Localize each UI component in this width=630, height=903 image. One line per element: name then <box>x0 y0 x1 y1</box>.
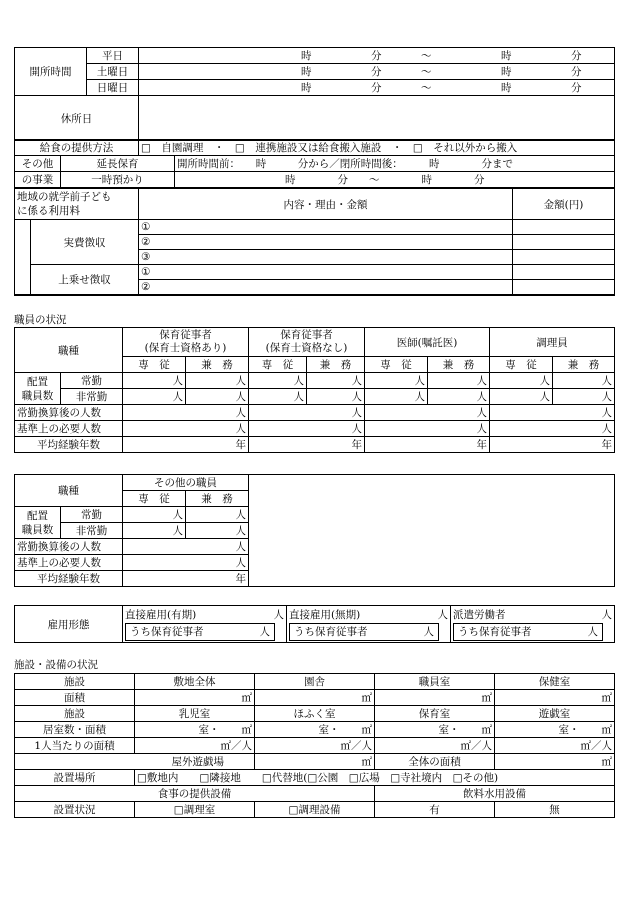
blank-area <box>249 475 615 587</box>
cooking-equipment-checkbox[interactable]: □調理設備 <box>255 802 375 818</box>
part-time-header: 兼 務 <box>553 357 615 373</box>
extra-amount-1[interactable] <box>513 265 615 280</box>
cell[interactable]: 人 <box>307 373 365 389</box>
location-options[interactable]: □敷地内 □隣接地 □代替地(□公園 □広場 □寺社境内 □その他) <box>135 770 615 786</box>
cell[interactable]: 人 <box>490 405 615 421</box>
water-equipment-header: 飲料水用設備 <box>375 786 615 802</box>
hours-table <box>14 47 615 141</box>
actual-item-3[interactable]: ③ <box>139 250 513 265</box>
cat-other-staff: その他の職員 <box>123 475 249 491</box>
weekday-hours[interactable]: 時 分 ～ 時 分 <box>139 48 615 64</box>
facility-label: 施設 <box>15 706 135 722</box>
cell[interactable]: ㎡ <box>495 690 615 706</box>
cell[interactable]: 人 <box>123 421 249 437</box>
cell[interactable]: 人 <box>123 405 249 421</box>
meal-method-label: 給食の提供方法 <box>15 140 139 156</box>
meal-method-options[interactable]: □ 自園調理 ・ □ 連携施設又は給食搬入施設 ・ □ それ以外から搬入 <box>139 140 615 156</box>
cell[interactable]: 人 <box>186 507 249 523</box>
cell[interactable]: ㎡ <box>255 754 375 770</box>
fees-amount-header: 金額(円) <box>513 189 615 220</box>
cell[interactable]: ㎡／人 <box>135 738 255 754</box>
cell[interactable]: ㎡／人 <box>375 738 495 754</box>
cell[interactable]: 人 <box>123 389 186 405</box>
cat-unqualified: 保育従事者 (保育士資格なし) <box>249 328 365 357</box>
actual-amount-3[interactable] <box>513 250 615 265</box>
cell[interactable]: 室・ ㎡ <box>135 722 255 738</box>
total-area-label: 全体の面積 <box>375 754 495 770</box>
cell[interactable]: 人 <box>365 373 428 389</box>
part-time-header: 兼 務 <box>186 357 249 373</box>
avg-years-label: 平均経験年数 <box>15 571 123 587</box>
regular-label: 常勤 <box>61 507 123 523</box>
cell[interactable]: 年 <box>490 437 615 453</box>
fees-content-header: 内容・理由・金額 <box>139 189 513 220</box>
opening-hours-label: 開所時間 <box>15 48 87 96</box>
sunday-hours[interactable]: 時 分 ～ 時 分 <box>139 80 615 96</box>
facility-table <box>14 673 615 818</box>
part-time-header: 兼 務 <box>307 357 365 373</box>
cell[interactable]: ㎡／人 <box>495 738 615 754</box>
job-type-label: 職種 <box>15 328 123 373</box>
cell[interactable]: 人 <box>490 421 615 437</box>
full-time-header: 専 従 <box>123 357 186 373</box>
meals-table <box>14 139 615 156</box>
cell[interactable]: 人 <box>249 405 365 421</box>
cell[interactable]: 室・ ㎡ <box>495 722 615 738</box>
play-room-header: 遊戯室 <box>495 706 615 722</box>
cell[interactable]: 人 <box>123 523 186 539</box>
kitchen-checkbox[interactable]: □調理室 <box>135 802 255 818</box>
cell[interactable]: 人 <box>365 421 490 437</box>
actual-item-1[interactable]: ① <box>139 220 513 235</box>
water-yes-option[interactable]: 有 <box>375 802 495 818</box>
saturday-label: 土曜日 <box>87 64 139 80</box>
infant-room-header: 乳児室 <box>135 706 255 722</box>
fees-label: 地域の就学前子ども に係る利用料 <box>15 189 139 220</box>
closed-days-field[interactable] <box>139 96 615 141</box>
cell[interactable]: 室・ ㎡ <box>375 722 495 738</box>
cell[interactable]: ㎡／人 <box>255 738 375 754</box>
actual-amount-2[interactable] <box>513 235 615 250</box>
per-person-label: 1人当たりの面積 <box>15 738 135 754</box>
cell[interactable]: 人 <box>123 539 249 555</box>
extra-item-2[interactable]: ② <box>139 280 513 296</box>
other-label-2: の事業 <box>15 172 61 188</box>
building-header: 園舎 <box>255 674 375 690</box>
avg-years-label: 平均経験年数 <box>15 437 123 453</box>
actual-item-2[interactable]: ② <box>139 235 513 250</box>
cell[interactable]: 人 <box>123 373 186 389</box>
part-time-header: 兼 務 <box>186 491 249 507</box>
cell[interactable]: ㎡ <box>135 690 255 706</box>
actual-amount-1[interactable] <box>513 220 615 235</box>
outdoor-play-label: 屋外遊戯場 <box>15 754 255 770</box>
cell[interactable]: 年 <box>365 437 490 453</box>
staff-room-header: 職員室 <box>375 674 495 690</box>
other-label-1: その他 <box>15 156 61 172</box>
required-count-label: 基準上の必要人数 <box>15 555 123 571</box>
cell[interactable]: 人 <box>186 389 249 405</box>
job-type-label: 職種 <box>15 475 123 507</box>
cell[interactable]: 人 <box>123 555 249 571</box>
cell[interactable]: 人 <box>249 421 365 437</box>
cell[interactable]: 人 <box>428 389 490 405</box>
cell[interactable]: 年 <box>123 437 249 453</box>
cell[interactable]: 人 <box>553 373 615 389</box>
employment-table <box>14 605 615 643</box>
nonregular-label: 非常勤 <box>61 389 123 405</box>
cat-cook: 調理員 <box>490 328 615 357</box>
cell[interactable]: 人 <box>553 389 615 405</box>
regular-label: 常勤 <box>61 373 123 389</box>
cell[interactable]: 人 <box>490 373 553 389</box>
facility-section-title: 施設・設備の状況 <box>14 659 98 671</box>
cell[interactable]: 人 <box>365 405 490 421</box>
converted-count-label: 常勤換算後の人数 <box>15 539 123 555</box>
weekday-label: 平日 <box>87 48 139 64</box>
cell[interactable]: 人 <box>307 389 365 405</box>
cell[interactable]: 人 <box>249 373 307 389</box>
converted-count-label: 常勤換算後の人数 <box>15 405 123 421</box>
cat-doctor: 医師(嘱託医) <box>365 328 490 357</box>
cat-qualified: 保育従事者 (保育士資格あり) <box>123 328 249 357</box>
full-time-header: 専 従 <box>123 491 186 507</box>
site-header: 敷地全体 <box>135 674 255 690</box>
temp-care-label: 一時預かり <box>61 172 175 188</box>
cell[interactable]: ㎡ <box>255 690 375 706</box>
status-label: 設置状況 <box>15 802 135 818</box>
employment-indefinite[interactable]: 直接雇用(無期) 人 うち保育従事者 人 <box>287 606 451 643</box>
crawl-room-header: ほふく室 <box>255 706 375 722</box>
staff-section-title: 職員の状況 <box>14 314 67 326</box>
full-time-header: 専 従 <box>365 357 428 373</box>
nonregular-label: 非常勤 <box>61 523 123 539</box>
extra-item-1[interactable]: ① <box>139 265 513 280</box>
cell[interactable]: 人 <box>123 507 186 523</box>
cell[interactable]: 人 <box>490 389 553 405</box>
temp-care-hours[interactable]: 時 分 ～ 時 分 <box>175 172 615 188</box>
cell[interactable]: 年 <box>249 437 365 453</box>
cell[interactable]: 年 <box>123 571 249 587</box>
extended-care-label: 延長保育 <box>61 156 175 172</box>
other-services-table <box>14 155 615 188</box>
assigned-staff-label: 配置 職員数 <box>15 373 61 405</box>
extra-cost-label: 上乗せ徴収 <box>31 265 139 296</box>
nursery-room-header: 保育室 <box>375 706 495 722</box>
employment-dispatched[interactable]: 派遣労働者 人 うち保育従事者 人 <box>451 606 615 643</box>
required-count-label: 基準上の必要人数 <box>15 421 123 437</box>
saturday-hours[interactable]: 時 分 ～ 時 分 <box>139 64 615 80</box>
employment-fixed[interactable]: 直接雇用(有期) 人 うち保育従事者 人 <box>123 606 287 643</box>
location-label: 設置場所 <box>15 770 135 786</box>
full-time-header: 専 従 <box>249 357 307 373</box>
meal-equipment-header: 食事の提供設備 <box>15 786 375 802</box>
actual-cost-label: 実費徴収 <box>31 220 139 265</box>
cell[interactable]: ㎡ <box>375 690 495 706</box>
fees-table <box>14 188 615 296</box>
employment-type-label: 雇用形態 <box>15 606 123 643</box>
full-time-header: 専 従 <box>490 357 553 373</box>
staff-table-1 <box>14 327 615 453</box>
rooms-area-label: 居室数・面積 <box>15 722 135 738</box>
sunday-label: 日曜日 <box>87 80 139 96</box>
cell[interactable]: 室・ ㎡ <box>255 722 375 738</box>
facility-label: 施設 <box>15 674 135 690</box>
closed-days-label: 休所日 <box>15 96 139 141</box>
part-time-header: 兼 務 <box>428 357 490 373</box>
area-label: 面積 <box>15 690 135 706</box>
staff-table-2 <box>14 474 615 587</box>
cell[interactable]: ㎡ <box>495 754 615 770</box>
assigned-staff-label: 配置 職員数 <box>15 507 61 539</box>
extended-care-hours[interactable]: 開所時間前： 時 分から／閉所時間後： 時 分まで <box>175 156 615 172</box>
extra-amount-2[interactable] <box>513 280 615 296</box>
cell[interactable]: 人 <box>428 373 490 389</box>
cell[interactable]: 人 <box>249 389 307 405</box>
cell[interactable]: 人 <box>186 373 249 389</box>
cell[interactable]: 人 <box>365 389 428 405</box>
health-room-header: 保健室 <box>495 674 615 690</box>
water-no-option[interactable]: 無 <box>495 802 615 818</box>
cell[interactable]: 人 <box>186 523 249 539</box>
